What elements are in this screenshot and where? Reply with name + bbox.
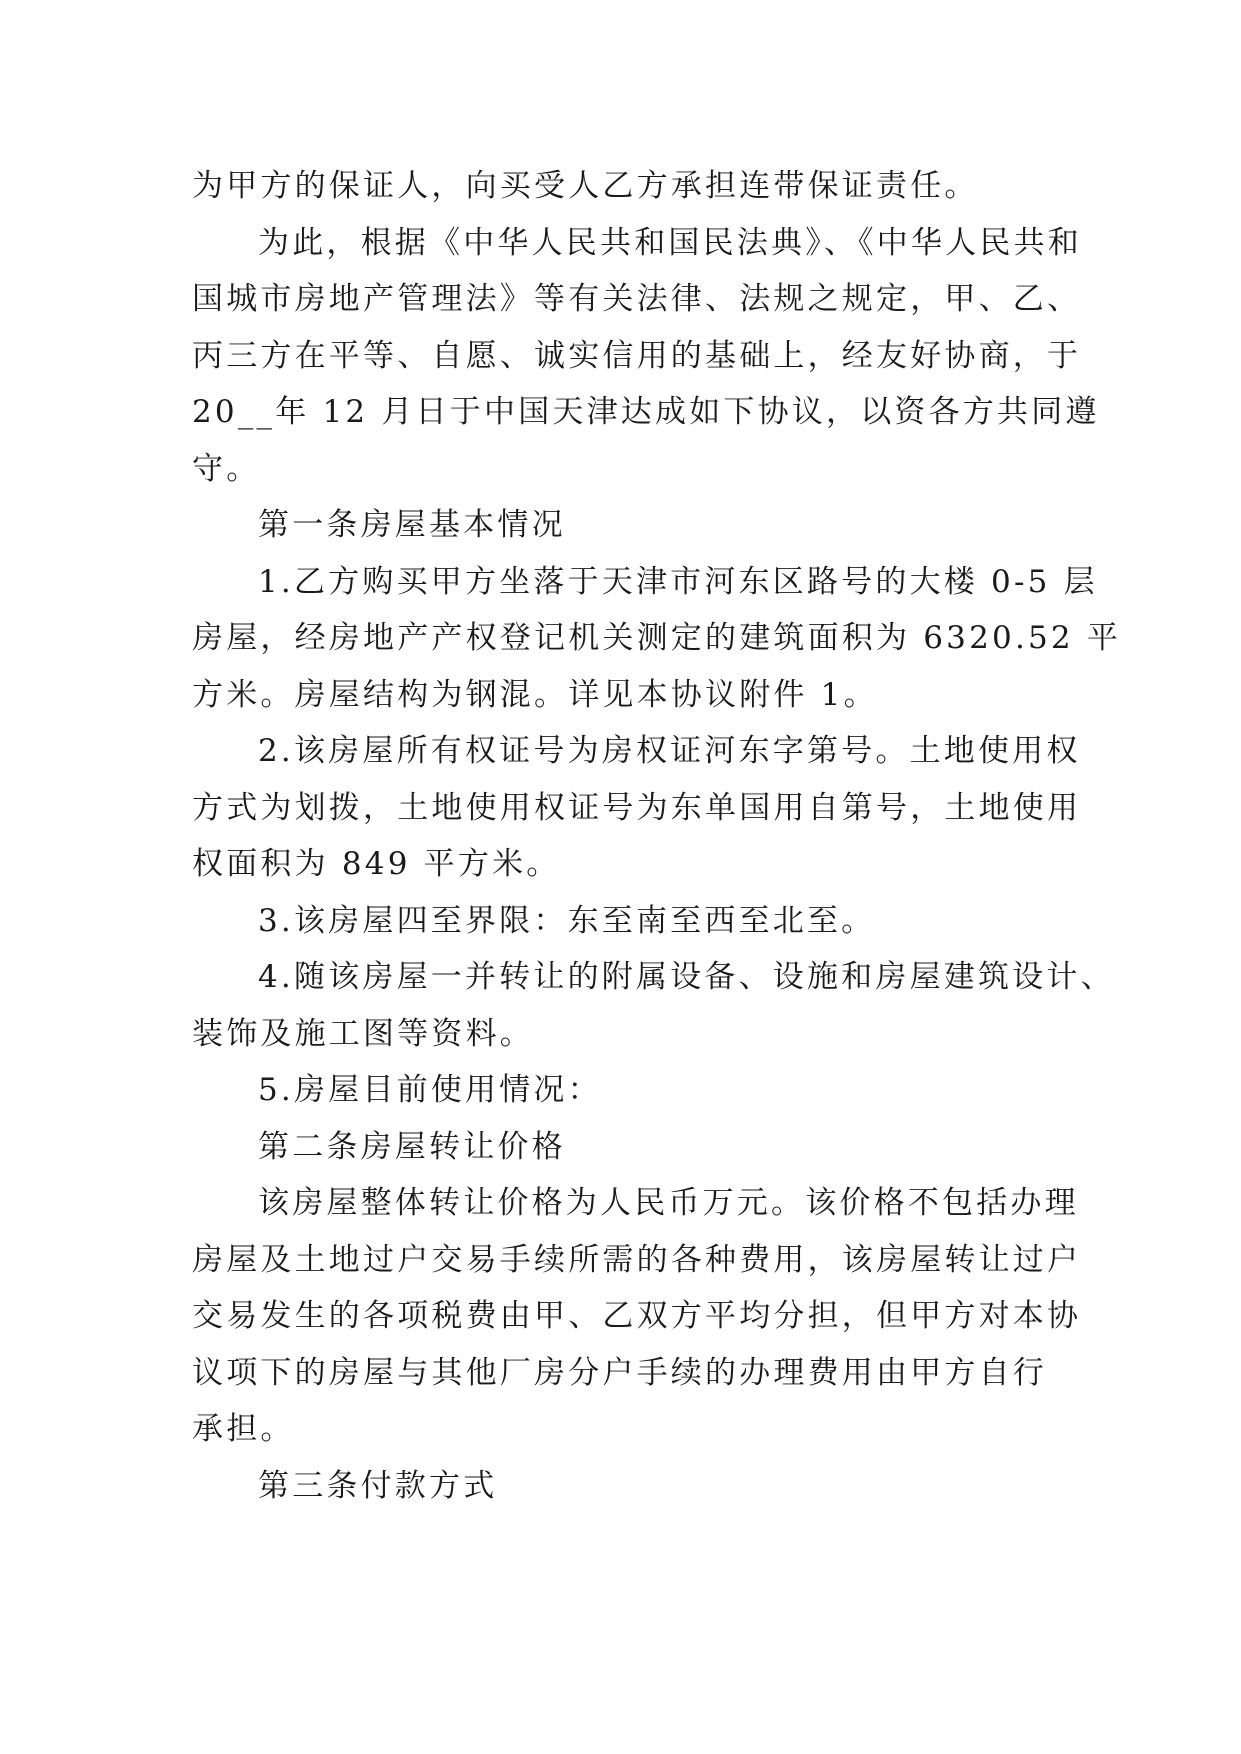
text-line: 4.随该房屋一并转让的附属设备、设施和房屋建筑设计、	[258, 959, 1115, 995]
text-line: 丙三方在平等、自愿、诚实信用的基础上，经友好协商，于	[192, 337, 1082, 374]
text-line: 房屋及土地过户交易手续所需的各种费用，该房屋转让过户	[192, 1241, 1082, 1278]
text-line: 该房屋整体转让价格为人民币万元。该价格不包括办理	[258, 1185, 1079, 1221]
text-line: 3.该房屋四至界限：东至南至西至北至。	[258, 902, 876, 939]
text-line: 2.该房屋所有权证号为房权证河东字第号。土地使用权	[258, 733, 1081, 769]
section-heading-2: 第二条房屋转让价格	[258, 1128, 566, 1165]
text-line: 议项下的房屋与其他厂房分户手续的办理费用由甲方自行	[192, 1354, 1047, 1391]
text-line: 1.乙方购买甲方坐落于天津市河东区路号的大楼 0-5 层	[258, 563, 1098, 600]
text-line: 承担。	[192, 1411, 295, 1447]
text-line: 房屋，经房地产产权登记机关测定的建筑面积为 6320.52 平	[192, 620, 1122, 656]
text-line: 为此，根据《中华人民共和国民法典》、《中华人民共和	[258, 224, 1082, 261]
text-line: 为甲方的保证人，向买受人乙方承担连带保证责任。	[192, 168, 979, 204]
text-line: 装饰及施工图等资料。	[192, 1015, 534, 1052]
text-line: 交易发生的各项税费由甲、乙双方平均分担，但甲方对本协	[192, 1298, 1082, 1334]
text-line: 权面积为 849 平方米。	[192, 846, 561, 882]
text-line: 5.房屋目前使用情况：	[258, 1072, 602, 1108]
text-line: 国城市房地产管理法》等有关法律、法规之规定，甲、乙、	[192, 281, 1082, 317]
text-line: 守。	[192, 450, 261, 487]
text-line: 20__年 12 月日于中国天津达成如下协议，以资各方共同遵	[192, 394, 1100, 430]
document-body	[192, 158, 1122, 1514]
section-heading-3: 第三条付款方式	[258, 1467, 498, 1504]
text-line: 方式为划拨，土地使用权证号为东单国用自第号，土地使用	[192, 789, 1082, 826]
text-line: 方米。房屋结构为钢混。详见本协议附件 1。	[192, 676, 878, 713]
section-heading-1: 第一条房屋基本情况	[258, 507, 566, 543]
